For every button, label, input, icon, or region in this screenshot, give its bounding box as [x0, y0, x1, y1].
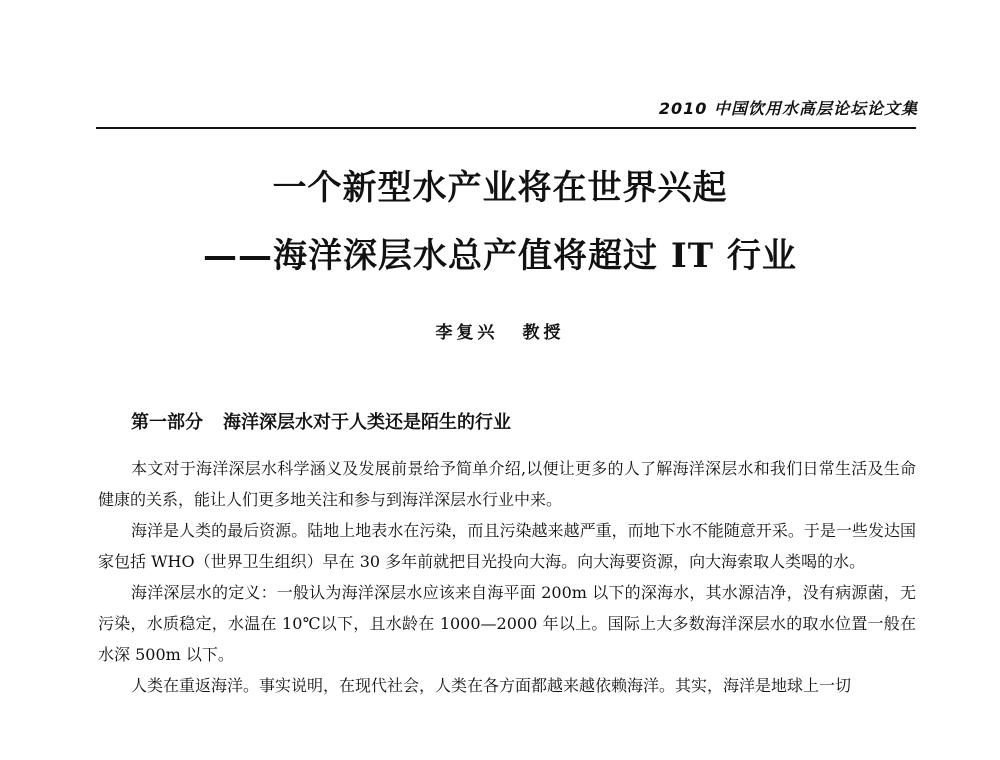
- running-header-title: 2010 中国饮用水高层论坛论文集: [658, 99, 918, 118]
- header-rule: [96, 127, 916, 129]
- paragraph-1: 本文对于海洋深层水科学涵义及发展前景给予简单介绍,以便让更多的人了解海洋深层水和我们日常生活及生命健康的关系，能让人们更多地关注和参与到海洋深层水行业中来。: [98, 459, 916, 509]
- section-number: 第一部分: [131, 412, 203, 433]
- body-text: [98, 453, 916, 701]
- author-line: [0, 318, 1000, 343]
- paragraph-3: 海洋深层水的定义：一般认为海洋深层水应该来自海平面 200m 以下的深海水，其水源洁净，没有病源菌，无污染，水质稳定，水温在 10℃以下，且水龄在 1000—2000 年以上。国际上大多数海洋深层水的取水位置一般在水深 500m 以下。: [98, 583, 916, 664]
- article-title-line-1: 一个新型水产业将在世界兴起: [272, 168, 728, 208]
- section-title: 海洋深层水对于人类还是陌生的行业: [223, 412, 511, 433]
- author-name: 李复兴: [435, 323, 499, 343]
- article-title-line-2: ——海洋深层水总产值将超过 IT 行业: [203, 236, 797, 276]
- author-title: 教授: [522, 323, 565, 343]
- paragraph-2: 海洋是人类的最后资源。陆地上地表水在污染，而且污染越来越严重，而地下水不能随意开采。于是一些发达国家包括 WHO（世界卫生组织）早在 30 多年前就把目光投向大海。向大海要资源，向大海索取人类喝的水。: [98, 521, 916, 571]
- paragraph-4: 人类在重返海洋。事实说明，在现代社会，人类在各方面都越来越依赖海洋。其实，海洋是地球上一切: [131, 676, 852, 695]
- section-heading: [131, 408, 511, 434]
